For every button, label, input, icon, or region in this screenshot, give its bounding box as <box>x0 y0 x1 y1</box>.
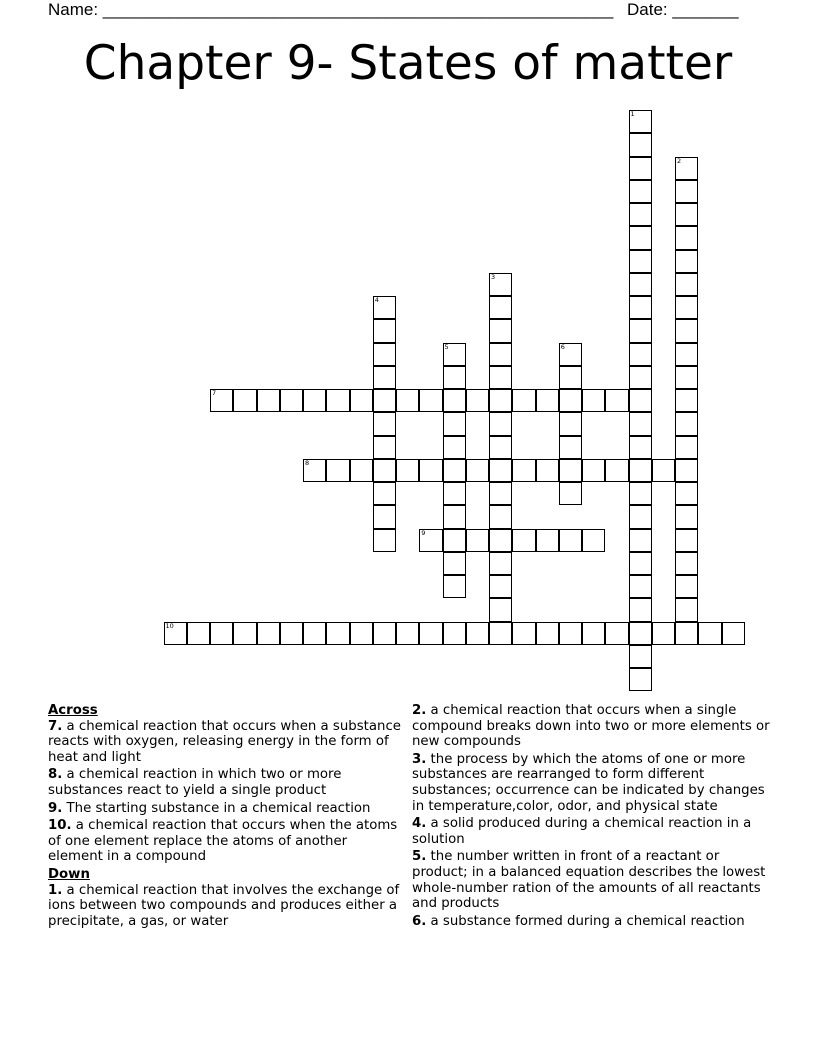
crossword-cell[interactable] <box>629 505 652 528</box>
crossword-cell[interactable] <box>373 529 396 552</box>
crossword-cell[interactable] <box>652 459 675 482</box>
crossword-cell[interactable] <box>675 575 698 598</box>
crossword-cell[interactable] <box>512 389 535 412</box>
crossword-cell[interactable] <box>675 180 698 203</box>
crossword-cell[interactable] <box>559 459 582 482</box>
crossword-cell[interactable] <box>559 482 582 505</box>
crossword-cell[interactable] <box>443 459 466 482</box>
cell-number: 3 <box>491 272 496 281</box>
clue-text: The starting substance in a chemical reaction <box>66 800 371 816</box>
crossword-cell[interactable] <box>629 482 652 505</box>
crossword-cell[interactable] <box>489 505 512 528</box>
clues-column-left <box>48 703 404 931</box>
crossword-cell[interactable] <box>443 482 466 505</box>
cell-number: 9 <box>421 528 426 537</box>
crossword-cell[interactable] <box>489 436 512 459</box>
crossword-cell[interactable] <box>443 343 466 366</box>
crossword-cell[interactable] <box>466 529 489 552</box>
clue-down-3 <box>412 752 772 814</box>
crossword-cell[interactable] <box>350 459 373 482</box>
clue-number: 6. <box>412 913 427 929</box>
crossword-cell[interactable] <box>559 622 582 645</box>
crossword-cell[interactable] <box>489 552 512 575</box>
down-heading: Down <box>48 866 90 882</box>
clue-number: 1. <box>48 882 63 898</box>
crossword-cell[interactable] <box>675 203 698 226</box>
crossword-cell[interactable] <box>675 366 698 389</box>
crossword-cell[interactable] <box>536 622 559 645</box>
crossword-cell[interactable] <box>582 459 605 482</box>
clue-number: 7. <box>48 718 63 734</box>
crossword-cell[interactable] <box>605 389 628 412</box>
crossword-cell[interactable] <box>675 459 698 482</box>
crossword-cell[interactable] <box>373 505 396 528</box>
cell-number: 1 <box>630 110 635 118</box>
crossword-cell[interactable] <box>722 622 745 645</box>
clue-down-1 <box>48 883 404 930</box>
crossword-cell[interactable] <box>652 622 675 645</box>
crossword-cell[interactable] <box>164 622 187 645</box>
crossword-cell[interactable] <box>210 622 233 645</box>
crossword-cell[interactable] <box>559 412 582 435</box>
crossword-cell[interactable] <box>489 459 512 482</box>
crossword-cell[interactable] <box>443 529 466 552</box>
crossword-cell[interactable] <box>419 389 442 412</box>
crossword-cell[interactable] <box>187 622 210 645</box>
crossword-cell[interactable] <box>629 319 652 342</box>
clue-text: the number written in front of a reactant or product; in a balanced equation describes the lowest whole-number ration of the amounts of all reactants and products <box>412 849 766 912</box>
crossword-cell[interactable] <box>396 459 419 482</box>
cell-number: 6 <box>560 342 565 351</box>
crossword-cell[interactable] <box>326 459 349 482</box>
clue-number: 5. <box>412 849 427 865</box>
crossword-cell[interactable] <box>675 250 698 273</box>
crossword-cell[interactable] <box>675 296 698 319</box>
clue-number: 2. <box>412 703 427 718</box>
crossword-cell[interactable] <box>443 412 466 435</box>
crossword-cell[interactable] <box>629 645 652 668</box>
crossword-cell[interactable] <box>675 319 698 342</box>
crossword-cell[interactable] <box>559 389 582 412</box>
cell-number: 5 <box>444 342 449 351</box>
clue-text: a chemical reaction that occurs when a single compound breaks down into two or more elements or new compounds <box>412 703 770 750</box>
crossword-cell[interactable] <box>675 482 698 505</box>
clue-number: 9. <box>48 800 63 816</box>
crossword-cell[interactable] <box>605 622 628 645</box>
clue-across-10 <box>48 818 404 865</box>
cell-number: 8 <box>305 458 310 467</box>
crossword-cell[interactable] <box>629 133 652 156</box>
crossword-cell[interactable] <box>629 366 652 389</box>
clue-text: the process by which the atoms of one or more substances are rearranged to form different substances; occurrence can be indicated by changes in temperature,color, odor, and physical state <box>412 751 765 814</box>
crossword-cell[interactable] <box>675 436 698 459</box>
crossword-cell[interactable] <box>675 598 698 621</box>
crossword-cell[interactable] <box>489 598 512 621</box>
crossword-cell[interactable] <box>443 552 466 575</box>
crossword-cell[interactable] <box>396 622 419 645</box>
crossword-cell[interactable] <box>373 482 396 505</box>
crossword-cell[interactable] <box>629 273 652 296</box>
crossword-cell[interactable] <box>443 436 466 459</box>
crossword-cell[interactable] <box>443 366 466 389</box>
cell-number: 4 <box>374 296 379 304</box>
crossword-cell[interactable] <box>512 622 535 645</box>
crossword-cell[interactable] <box>303 622 326 645</box>
crossword-cell[interactable] <box>582 389 605 412</box>
crossword-cell[interactable] <box>559 343 582 366</box>
crossword-cell[interactable] <box>629 436 652 459</box>
crossword-cell[interactable] <box>629 296 652 319</box>
crossword-cell[interactable] <box>559 366 582 389</box>
clue-across-8 <box>48 767 404 798</box>
crossword-cell[interactable] <box>489 575 512 598</box>
crossword-cell[interactable] <box>536 389 559 412</box>
crossword-cell[interactable] <box>443 389 466 412</box>
crossword-cell[interactable] <box>280 622 303 645</box>
clue-text: a solid produced during a chemical reaction in a solution <box>412 816 752 847</box>
crossword-cell[interactable] <box>326 389 349 412</box>
clue-number: 3. <box>412 751 427 767</box>
crossword-cell[interactable] <box>489 529 512 552</box>
crossword-cell[interactable] <box>326 622 349 645</box>
crossword-cell[interactable] <box>629 110 652 133</box>
crossword-cell[interactable] <box>629 343 652 366</box>
crossword-cell[interactable] <box>675 389 698 412</box>
crossword-cell[interactable] <box>466 459 489 482</box>
crossword-cell[interactable] <box>443 505 466 528</box>
crossword-cell[interactable] <box>675 552 698 575</box>
crossword-cell[interactable] <box>489 482 512 505</box>
crossword-cell[interactable] <box>373 366 396 389</box>
crossword-cell[interactable] <box>675 157 698 180</box>
crossword-cell[interactable] <box>373 459 396 482</box>
crossword-cell[interactable] <box>512 529 535 552</box>
cell-number: 2 <box>677 156 682 165</box>
crossword-cell[interactable] <box>489 296 512 319</box>
crossword-cell[interactable] <box>257 622 280 645</box>
crossword-cell[interactable] <box>582 529 605 552</box>
crossword-cell[interactable] <box>536 459 559 482</box>
crossword-cell[interactable] <box>489 412 512 435</box>
crossword-cell[interactable] <box>489 273 512 296</box>
crossword-cell[interactable] <box>675 529 698 552</box>
crossword-cell[interactable] <box>629 203 652 226</box>
crossword-cell[interactable] <box>675 505 698 528</box>
crossword-cell[interactable] <box>629 412 652 435</box>
crossword-cell[interactable] <box>233 389 256 412</box>
crossword-cell[interactable] <box>489 622 512 645</box>
name-field-label: Name: ______________________________________________________ <box>48 0 614 19</box>
clue-number: 8. <box>48 767 63 783</box>
page-title: Chapter 9- States of matter <box>83 36 733 91</box>
crossword-cell[interactable] <box>629 250 652 273</box>
crossword-cell[interactable] <box>419 459 442 482</box>
crossword-cell[interactable] <box>629 598 652 621</box>
cell-number: 7 <box>212 389 217 397</box>
crossword-cell[interactable] <box>698 622 721 645</box>
crossword-cell[interactable] <box>373 296 396 319</box>
crossword-cell[interactable] <box>303 389 326 412</box>
crossword-cell[interactable] <box>675 622 698 645</box>
crossword-cell[interactable] <box>373 436 396 459</box>
crossword-cell[interactable] <box>419 622 442 645</box>
clue-text: a chemical reaction in which two or more substances react to yield a single product <box>48 767 342 798</box>
crossword-cell[interactable] <box>629 575 652 598</box>
crossword-cell[interactable] <box>350 622 373 645</box>
crossword-cell[interactable] <box>466 389 489 412</box>
crossword-cell[interactable] <box>629 552 652 575</box>
crossword-cell[interactable] <box>373 343 396 366</box>
crossword-cell[interactable] <box>629 529 652 552</box>
crossword-cell[interactable] <box>443 575 466 598</box>
crossword-cell[interactable] <box>419 529 442 552</box>
crossword-cell[interactable] <box>559 436 582 459</box>
crossword-cell[interactable] <box>396 389 419 412</box>
crossword-cell[interactable] <box>629 622 652 645</box>
crossword-cell[interactable] <box>629 157 652 180</box>
crossword-cell[interactable] <box>373 412 396 435</box>
clue-down-2 <box>412 703 772 750</box>
crossword-cell[interactable] <box>443 622 466 645</box>
crossword-cell[interactable] <box>489 319 512 342</box>
crossword-cell[interactable] <box>489 343 512 366</box>
crossword-cell[interactable] <box>257 389 280 412</box>
crossword-cell[interactable] <box>675 273 698 296</box>
crossword-cell[interactable] <box>466 622 489 645</box>
crossword-cell[interactable] <box>303 459 326 482</box>
crossword-cell[interactable] <box>629 180 652 203</box>
crossword-cell[interactable] <box>675 343 698 366</box>
crossword-cell[interactable] <box>675 226 698 249</box>
crossword-cell[interactable] <box>489 366 512 389</box>
crossword-cell[interactable] <box>512 459 535 482</box>
clue-number: 4. <box>412 816 427 832</box>
clue-across-9 <box>48 801 404 817</box>
crossword-cell[interactable] <box>536 529 559 552</box>
across-heading: Across <box>48 703 98 718</box>
crossword-cell[interactable] <box>373 389 396 412</box>
crossword-cell[interactable] <box>629 389 652 412</box>
crossword-cell[interactable] <box>350 389 373 412</box>
clue-down-6 <box>412 914 772 930</box>
crossword-cell[interactable] <box>675 412 698 435</box>
clue-down-5 <box>412 849 772 911</box>
clue-text: a chemical reaction that occurs when the atoms of one element replace the atoms of another element in a compound <box>48 818 398 865</box>
cell-number: 10 <box>165 621 174 630</box>
crossword-cell[interactable] <box>280 389 303 412</box>
clue-across-7 <box>48 719 404 766</box>
crossword-cell[interactable] <box>489 389 512 412</box>
crossword-cell[interactable] <box>210 389 233 412</box>
clue-text: a chemical reaction that involves the exchange of ions between two compounds and produces either a precipitate, a gas, or water <box>48 882 400 929</box>
clue-number: 10. <box>48 818 72 834</box>
crossword-cell[interactable] <box>373 622 396 645</box>
crossword-cell[interactable] <box>582 622 605 645</box>
crossword-cell[interactable] <box>373 319 396 342</box>
clue-text: a chemical reaction that occurs when a substance reacts with oxygen, releasing energy in the form of heat and light <box>48 718 401 765</box>
clues-column-right <box>412 703 772 931</box>
crossword-cell[interactable] <box>629 668 652 691</box>
crossword-cell[interactable] <box>605 459 628 482</box>
crossword-cell[interactable] <box>629 459 652 482</box>
crossword-cell[interactable] <box>559 529 582 552</box>
date-field-label: Date: _______ <box>627 0 739 19</box>
clue-text: a substance formed during a chemical reaction <box>430 913 745 929</box>
clue-down-4 <box>412 816 772 847</box>
crossword-cell[interactable] <box>629 226 652 249</box>
crossword-cell[interactable] <box>233 622 256 645</box>
